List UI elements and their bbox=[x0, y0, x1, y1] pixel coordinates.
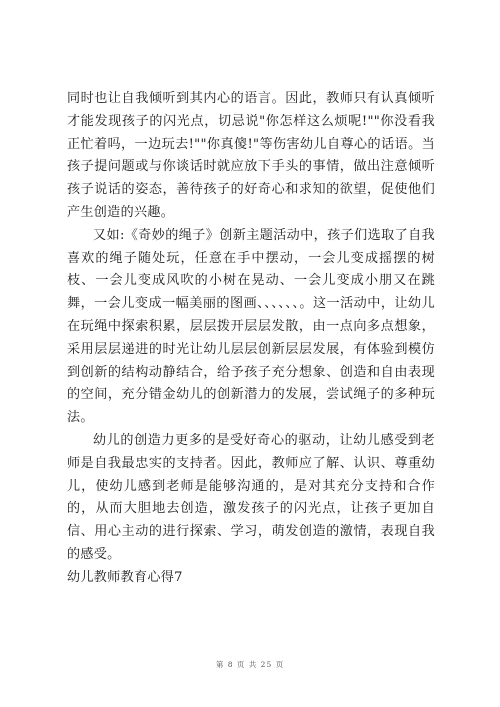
paragraph-3: 幼儿的创造力更多的是受好奇心的驱动，让幼儿感受到老师是自我最忠实的支持者。因此，教师应了解、认识、尊重幼儿，使幼儿感到老师是能够沟通的，是对其充分支持和合作的，从而大胆地去创造，激发孩子的闪光点，让孩子更加自信、用心主动的进行探索、学习，萌发创造的激情，表现自我的感受。 bbox=[67, 432, 435, 562]
document-body bbox=[67, 88, 435, 590]
paragraph-1: 同时也让自我倾听到其内心的语言。因此，教师只有认真倾听才能发现孩子的闪光点，切忌说"你怎样这么烦呢!""你没看我正忙着吗，一边玩去!""你真傻!"等伤害幼儿自尊心的话语。当孩子提问题或与你谈话时就应放下手头的事情，做出注意倾听孩子说话的姿态，善待孩子的好奇心和求知的欲望，促使他们产生创造的兴趣。 bbox=[67, 91, 435, 220]
page-number-footer: 第 8 页 共 25 页 bbox=[215, 660, 285, 669]
paragraph-2: 又如:《奇妙的绳子》创新主题活动中，孩子们选取了自我喜欢的绳子随处玩，任意在手中摆动，一会儿变成摇摆的树枝、一会儿变成风吹的小树在晃动、一会儿变成小朋又在跳舞，一会儿变成一幅美丽的图画、、、、、、。这一活动中，让幼儿在玩绳中探索积累，层层拨开层层发散，由一点向多点想象，采用层层递进的时光让幼儿层层创新层层发展，有体验到模仿到创新的结构动静结合，给予孩子充分想象、创造和自由表现的空间，充分错金幼儿的创新潜力的发展，尝试绳子的多种玩法。 bbox=[67, 227, 435, 426]
section-heading: 幼儿教师教育心得7 bbox=[67, 569, 183, 585]
